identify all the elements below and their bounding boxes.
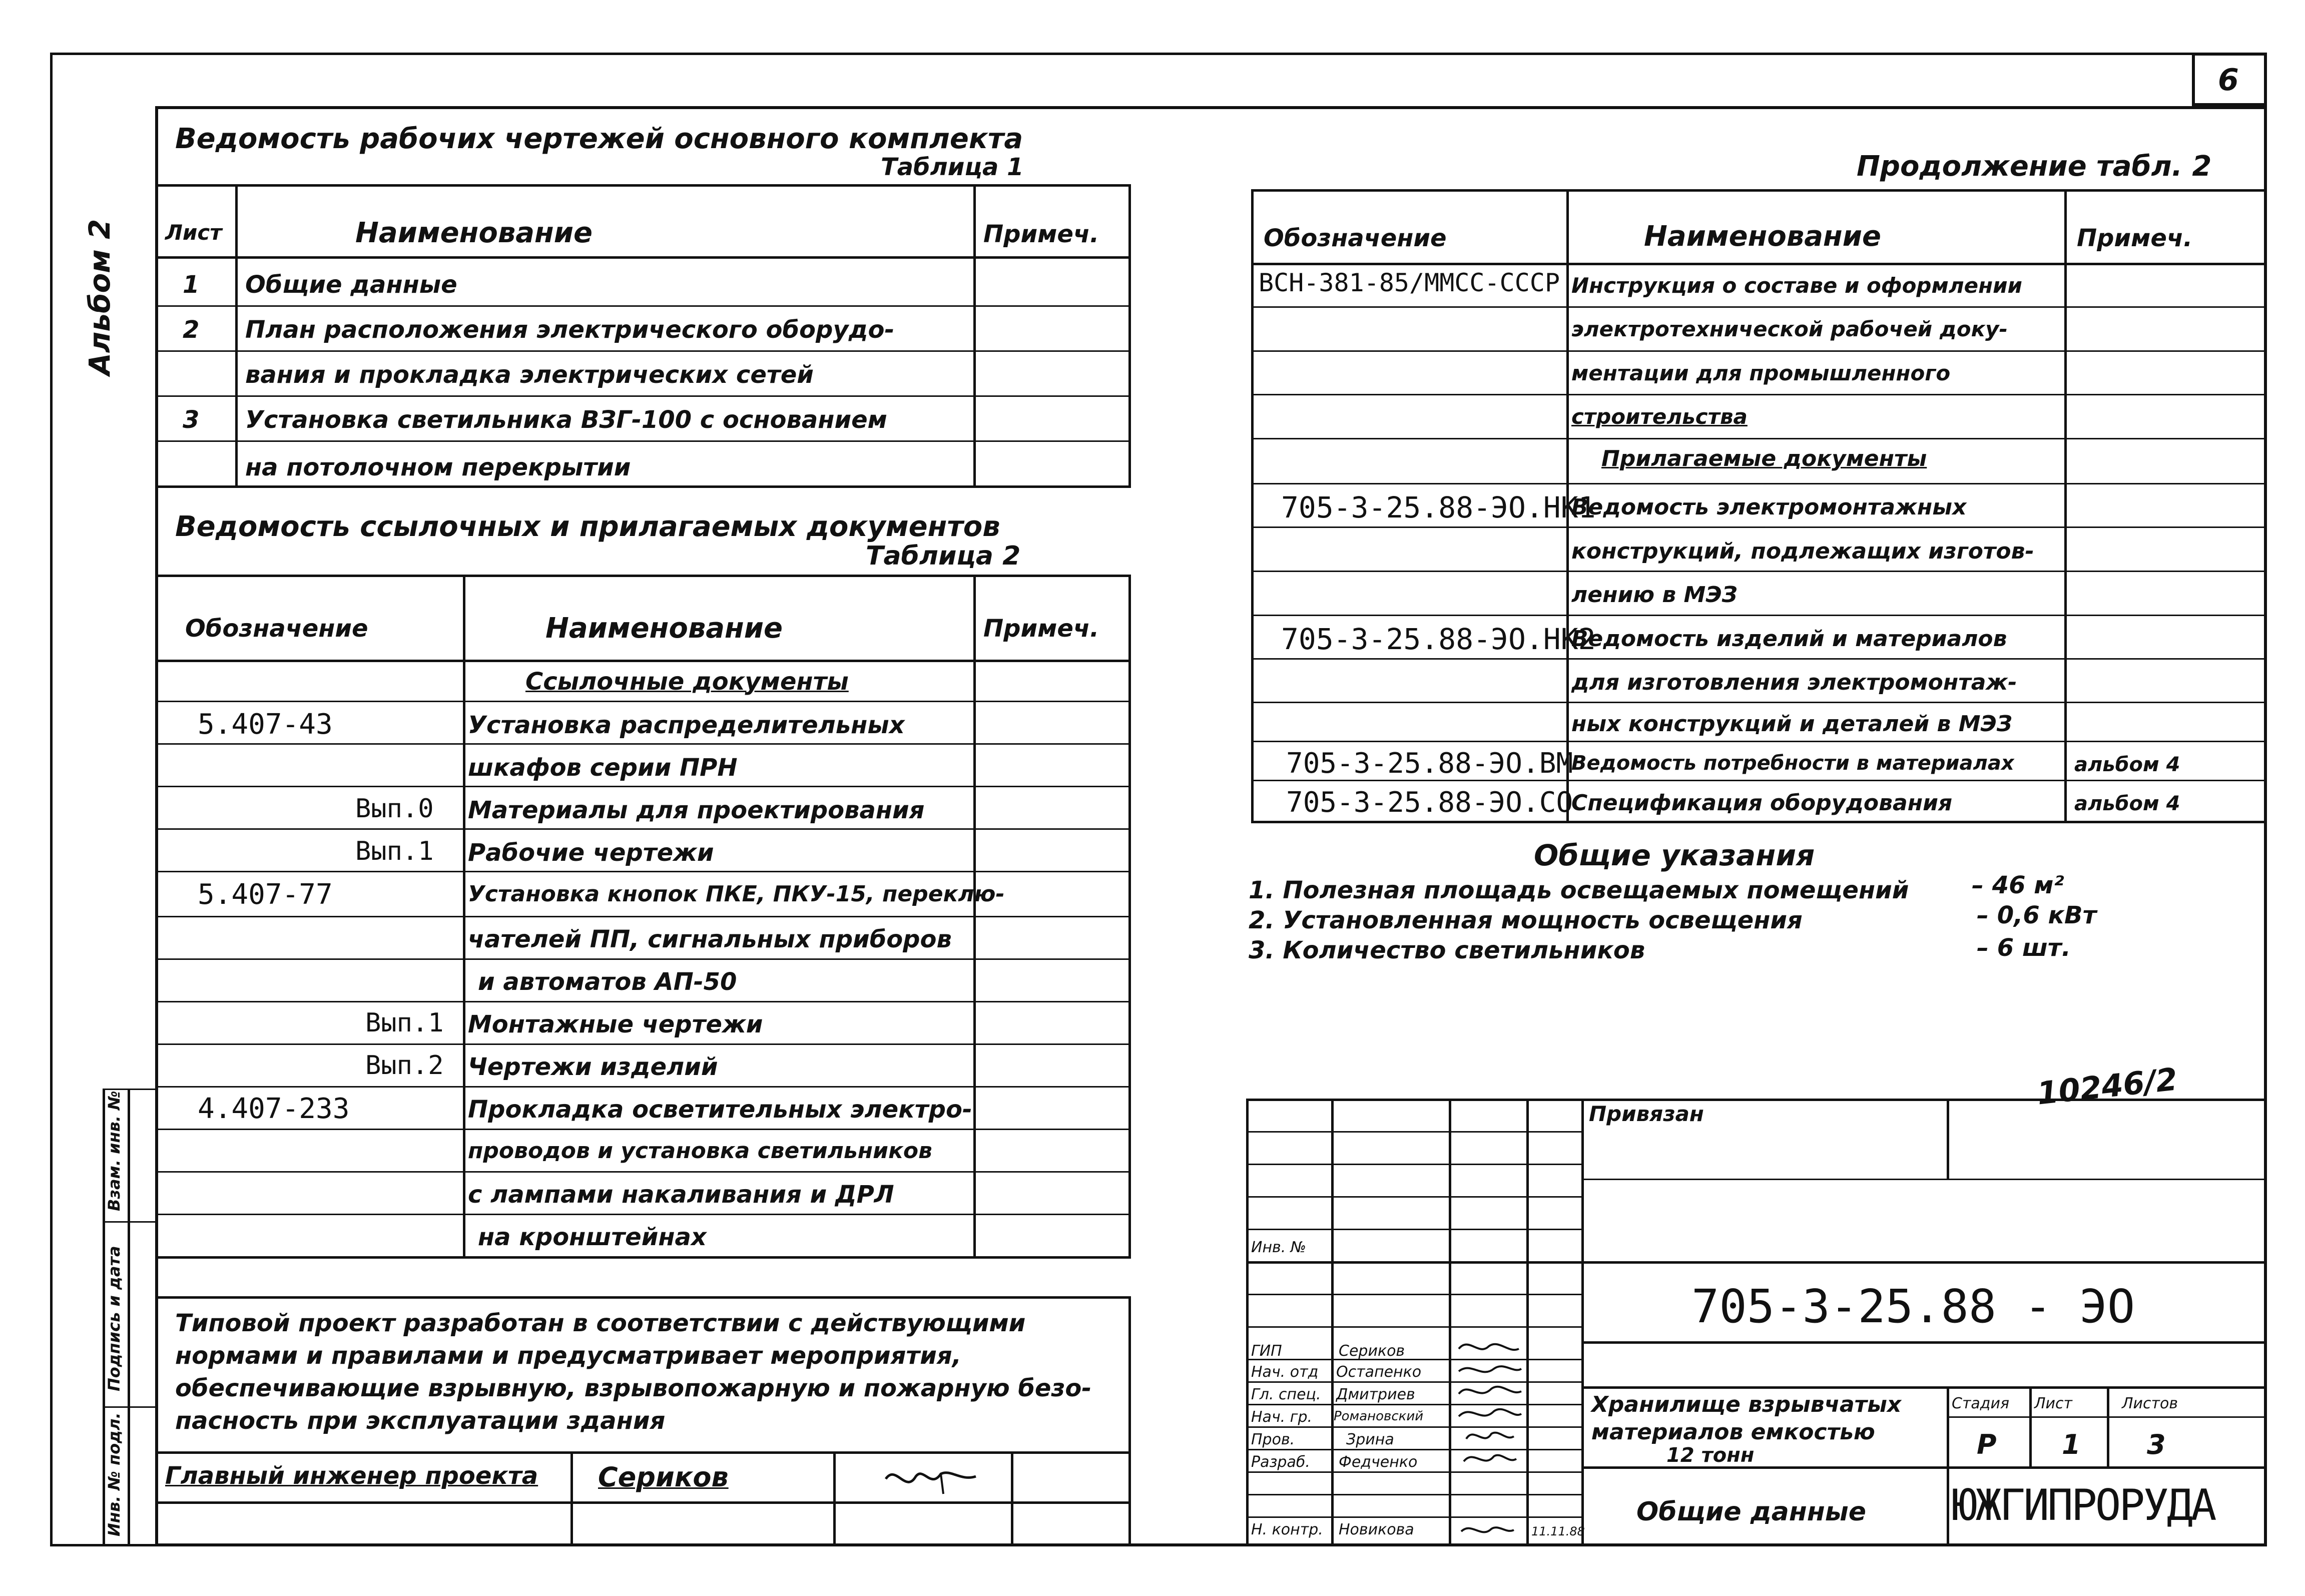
general-title: Общие указания [1534, 838, 1815, 872]
table1-title: Ведомость рабочих чертежей основного комплекта [175, 123, 1023, 155]
doc-title: Общие данные [1636, 1497, 1867, 1527]
table2-cont-row-name: лению в МЭЗ [1571, 582, 1738, 608]
table1-row-sheet: 2 [183, 316, 200, 344]
sheets-label: Листов [2122, 1395, 2178, 1412]
role-label: Нач. отд [1251, 1363, 1319, 1381]
side-stamp-original-inv: Инв. № подл. [105, 1412, 124, 1536]
stamp-signatures-icon [1451, 1334, 1526, 1546]
table2-cont-row-code: ВСН-381-85/ММСС-СССР [1259, 268, 1560, 297]
table2-cont-row-code: 705-3-25.88-ЭО.СО [1286, 786, 1573, 819]
table2-row-code: Вып.1 [365, 1008, 444, 1038]
role-name: Федченко [1339, 1453, 1418, 1471]
sheet-value: 1 [2062, 1429, 2081, 1460]
table2-cont-label: Продолжение табл. 2 [1857, 150, 2212, 183]
table2-cont-row-code: 705-3-25.88-ЭО.ВМ [1286, 747, 1573, 780]
table2-cont-attached-docs: Прилагаемые документы [1601, 446, 1927, 471]
table2-row-name: Установка кнопок ПКЕ, ПКУ-15, переклю- [468, 881, 1005, 907]
role-name: Новикова [1339, 1521, 1414, 1538]
table2-cont-row-name: конструкций, подлежащих изготов- [1571, 539, 2034, 564]
note-line: обеспечивающие взрывную, взрывопожарную и пожарную безо- [175, 1374, 1092, 1402]
table2-cont-row-name: ных конструкций и деталей в МЭЗ [1571, 711, 2013, 737]
table2-cont-row-name: для изготовления электромонтаж- [1571, 670, 2017, 695]
table2-cont-row-name: электротехнической рабочей доку- [1571, 317, 2008, 341]
album-label: Альбом 2 [83, 219, 117, 375]
general-item-value: – 46 м² [1972, 871, 2064, 899]
bound-label: Привязан [1589, 1102, 1704, 1126]
table2-header-name: Наименование [545, 612, 783, 645]
table1-header-name: Наименование [355, 217, 593, 249]
general-item-text: 3. Количество светильников [1249, 936, 1645, 964]
role-name: Сериков [1339, 1342, 1405, 1360]
object-name-line: Хранилище взрывчатых [1591, 1392, 1902, 1417]
table2-row-name: Чертежи изделий [468, 1053, 718, 1081]
object-name-line: материалов емкостью [1591, 1419, 1875, 1445]
table2-label: Таблица 2 [866, 541, 1021, 571]
note-line: пасность при эксплуатации здания [175, 1407, 666, 1435]
table2-cont-row-name: ментации для промышленного [1571, 361, 1951, 385]
ref-number: 10246/2 [2035, 1060, 2179, 1112]
table1-row-name: План расположения электрического оборудо- [245, 316, 895, 344]
chief-engineer-name: Сериков [598, 1461, 729, 1493]
table2-cont-header-name: Наименование [1644, 220, 1881, 253]
table2-row-code: 4.407-233 [198, 1093, 350, 1125]
table1-row-name: Общие данные [245, 271, 457, 299]
table2-row-name: Монтажные чертежи [468, 1010, 763, 1038]
table2-row-name: Прокладка осветительных электро- [468, 1096, 972, 1124]
table2-row-code: Вып.2 [365, 1050, 444, 1081]
chief-engineer-label: Главный инженер проекта [165, 1462, 538, 1490]
table2-title: Ведомость ссылочных и прилагаемых документов [175, 510, 1000, 543]
role-label: Н. контр. [1251, 1521, 1323, 1538]
inv-label: Инв. № [1251, 1239, 1307, 1256]
chief-signature-icon [881, 1459, 981, 1499]
table1-row-sheet: 1 [183, 271, 200, 299]
table2-cont-row-name: Спецификация оборудования [1571, 790, 1953, 816]
role-name: Остапенко [1336, 1363, 1422, 1381]
table2-row-code: 5.407-43 [198, 708, 333, 741]
table2-header-code: Обозначение [185, 615, 368, 643]
table1-header-sheet: Лист [165, 220, 222, 245]
page-number: 6 [2218, 63, 2239, 98]
table2-row-name: и автоматов АП-50 [478, 968, 737, 996]
table2-cont-row-name: Ведомость изделий и материалов [1571, 626, 2007, 652]
table2-cont-row-note: альбом 4 [2074, 753, 2180, 776]
stage-value: Р [1977, 1429, 1997, 1460]
sheets-value: 3 [2147, 1429, 2166, 1460]
table2-cont-row-code: 705-3-25.88-ЭО.НК2 [1281, 622, 1596, 656]
table1-header-note: Примеч. [983, 220, 1099, 248]
table2-cont-row-code: 705-3-25.88-ЭО.НК1 [1281, 490, 1596, 524]
table2-cont-row-name: Ведомость потребности в материалах [1571, 752, 2014, 775]
table2-row-name: Рабочие чертежи [468, 839, 714, 867]
general-item-value: – 6 шт. [1977, 934, 2071, 962]
stamp-date: 11.11.88 [1531, 1524, 1585, 1538]
table1-row-name: на потолочном перекрытии [245, 453, 631, 481]
role-name: Дмитриев [1336, 1386, 1415, 1403]
role-label: Нач. гр. [1251, 1408, 1313, 1426]
table2-row-name: на кронштейнах [478, 1223, 707, 1251]
side-stamp-replacement: Взам. инв. № [105, 1091, 124, 1211]
table2-row-name: Материалы для проектирования [468, 796, 925, 824]
table2-header-note: Примеч. [983, 615, 1099, 643]
table2-row-name: шкафов серии ПРН [468, 754, 738, 782]
role-name: Романовский [1334, 1409, 1424, 1424]
table2-cont-row-name: строительства [1571, 404, 1748, 429]
role-label: Разраб. [1251, 1453, 1310, 1471]
table2-cont-header-note: Примеч. [2077, 224, 2193, 252]
sheet-label: Лист [2034, 1395, 2073, 1412]
side-stamp-signature-date: Подпись и дата [105, 1246, 124, 1391]
table2-row-name: чателей ПП, сигнальных приборов [468, 925, 952, 953]
general-item-text: 2. Установленная мощность освещения [1249, 906, 1803, 934]
general-item-text: 1. Полезная площадь освещаемых помещений [1249, 876, 1909, 904]
role-name: Зрина [1346, 1431, 1394, 1448]
table2-section-ref: Ссылочные документы [525, 668, 849, 696]
role-label: ГИП [1251, 1342, 1282, 1360]
table2-cont-header-code: Обозначение [1264, 224, 1447, 252]
note-line: Типовой проект разработан в соответствии с действующими [175, 1309, 1026, 1337]
table2-row-name: Установка распределительных [468, 711, 905, 739]
role-label: Пров. [1251, 1431, 1295, 1448]
table1-row-name: вания и прокладка электрических сетей [245, 361, 814, 389]
doc-code: 705-3-25.88 - ЭО [1691, 1280, 2135, 1333]
org-name: ЮЖГИПРОРУДА [1952, 1480, 2215, 1530]
table2-row-code: 5.407-77 [198, 878, 333, 911]
object-name-line: 12 тонн [1666, 1444, 1755, 1467]
table1-row-name: Установка светильника ВЗГ-100 с основанием [245, 406, 887, 434]
table2-cont-row-name: Инструкция о составе и оформлении [1571, 273, 2022, 298]
table2-row-code: Вып.0 [355, 794, 434, 824]
stage-label: Стадия [1952, 1395, 2010, 1412]
table2-row-code: Вып.1 [355, 836, 434, 866]
table1-row-sheet: 3 [183, 406, 200, 434]
general-item-value: – 0,6 кВт [1977, 901, 2097, 929]
note-line: нормами и правилами и предусматривает мероприятия, [175, 1342, 961, 1370]
table2-row-name: проводов и установка светильников [468, 1138, 932, 1164]
table2-row-name: с лампами накаливания и ДРЛ [468, 1181, 894, 1209]
table2-cont-row-note: альбом 4 [2074, 792, 2180, 815]
table1-label: Таблица 1 [881, 153, 1024, 181]
table2-cont-row-name: Ведомость электромонтажных [1571, 494, 1967, 520]
role-label: Гл. спец. [1251, 1386, 1321, 1403]
